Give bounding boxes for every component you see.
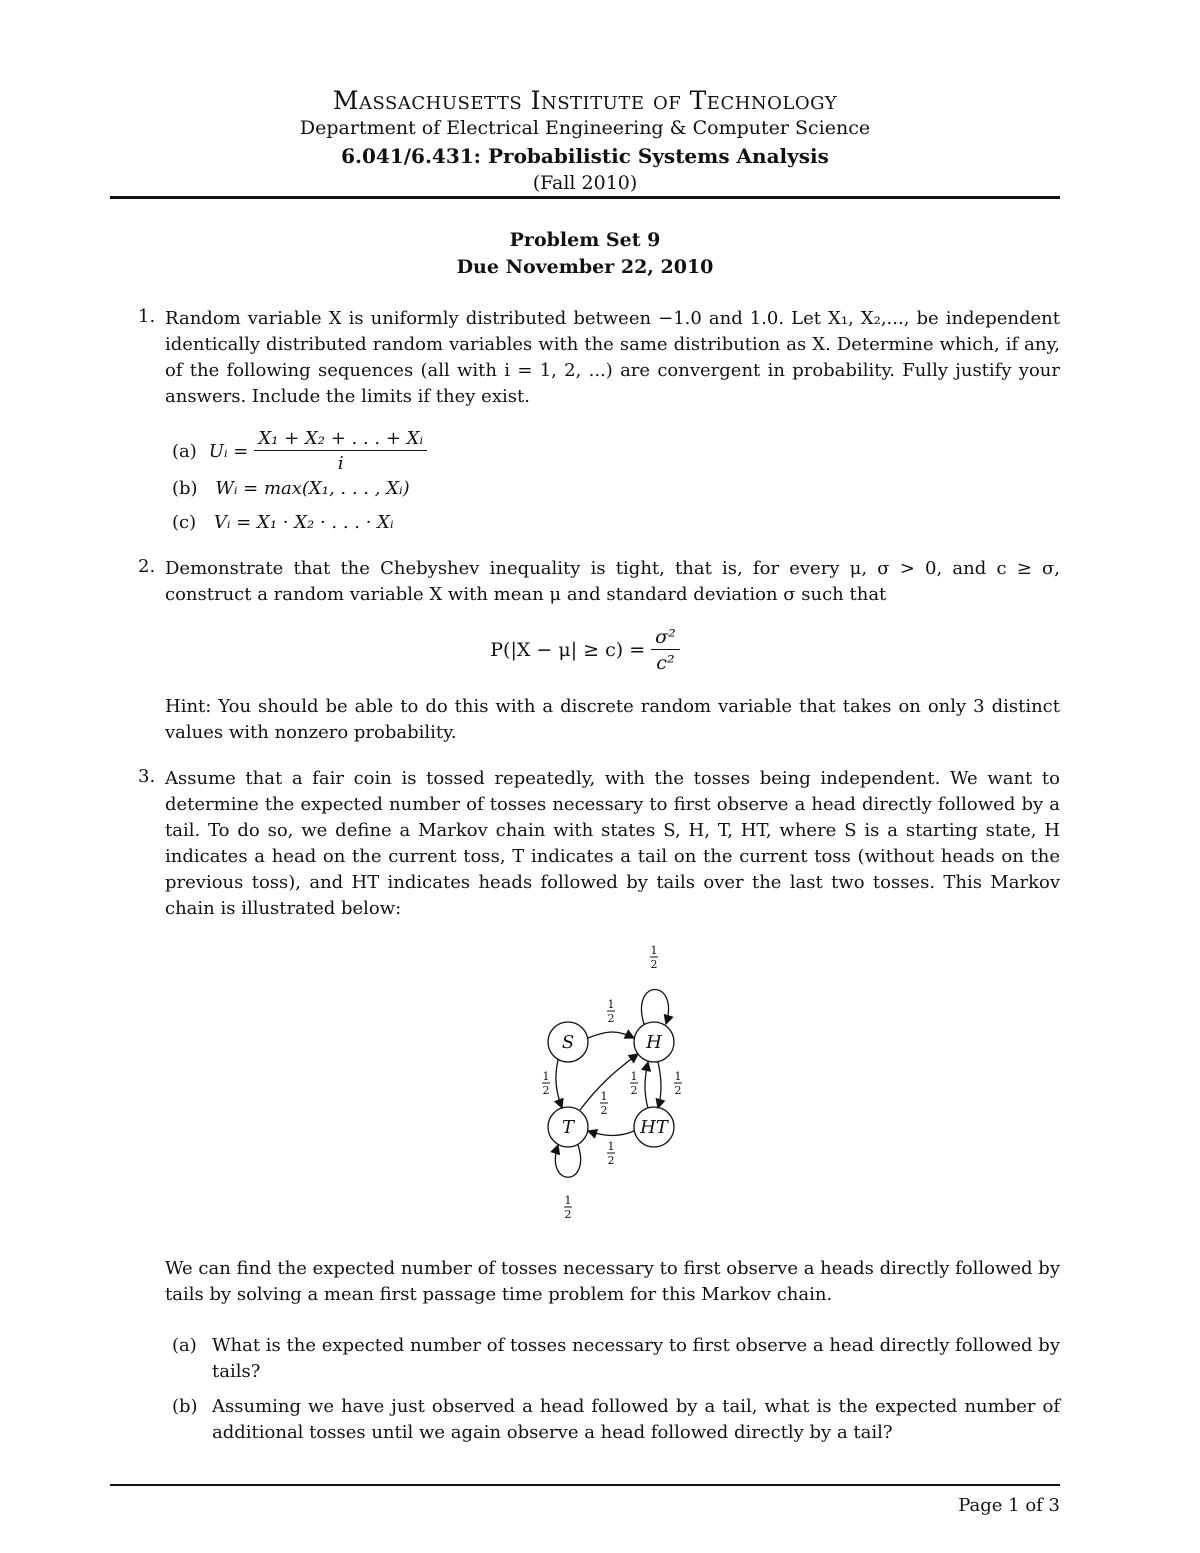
part-label: (a) [172, 440, 197, 462]
part-text: What is the expected number of tosses necessary to first observe a head directly followed by tails? [212, 1335, 1060, 1382]
problem-2-hint: Hint: You should be able to do this with a discrete random variable that takes on only 3 distinct values with nonzero probability. [165, 696, 1060, 743]
svg-text:2: 2 [607, 1154, 615, 1167]
part-label: (b) [172, 1396, 198, 1417]
edge-s-t [556, 1060, 562, 1108]
svg-text:1: 1 [607, 998, 615, 1011]
problem-2-number: 2. [138, 556, 156, 577]
department-name: Department of Electrical Engineering & Computer Science [299, 117, 871, 139]
problem-1c [172, 512, 394, 533]
problem-2-text: Demonstrate that the Chebyshev inequality is tight, that is, for every μ, σ > 0, and c ≥ σ, construct a random variable X with mean μ and standard deviation σ such that [165, 558, 1060, 605]
fraction [651, 626, 680, 674]
prob-t-t [564, 1194, 572, 1221]
prob-ht-h [630, 1070, 638, 1097]
svg-text:2: 2 [542, 1084, 550, 1097]
problem-3a [172, 1333, 1060, 1385]
chebyshev-equation [110, 626, 1060, 674]
svg-text:1: 1 [607, 1140, 615, 1153]
svg-text:1: 1 [600, 1090, 608, 1103]
svg-text:1: 1 [674, 1070, 682, 1083]
svg-text:1: 1 [650, 944, 658, 957]
svg-text:1: 1 [564, 1194, 572, 1207]
due-date: Due November 22, 2010 [456, 256, 714, 278]
prob-s-t [542, 1070, 550, 1097]
footer-rule [110, 1484, 1060, 1486]
institute-name: Massachusetts Institute of Technology [332, 86, 838, 115]
edge-s-h [588, 1032, 634, 1038]
svg-text:2: 2 [607, 1012, 615, 1025]
edge-ht-t [588, 1131, 634, 1136]
state-s-label: S [561, 1032, 575, 1053]
part-text: Assuming we have just observed a head followed by a tail, what is the expected number of additional tosses until we again observe a head followed directly by a tail? [212, 1396, 1060, 1443]
part-label: (c) [172, 512, 197, 533]
state-ht-label: HT [640, 1117, 668, 1138]
svg-text:1: 1 [542, 1070, 550, 1083]
prob-s-h [607, 998, 615, 1025]
header-rule [110, 196, 1060, 199]
svg-text:2: 2 [674, 1084, 682, 1097]
problem-set-title: Problem Set 9 [509, 229, 661, 251]
state-t-label: T [561, 1117, 575, 1138]
page-number: Page 1 of 3 [958, 1495, 1060, 1516]
edge-ht-h [645, 1062, 648, 1108]
svg-text:1: 1 [630, 1070, 638, 1083]
problem-1-text: Random variable X is uniformly distributed between −1.0 and 1.0. Let X₁, X₂,..., be independent identically distributed random variables with the same distribution as X. Determine which, if any, of the following sequences (all with i = 1, 2, ...) are convergent in probability. Fully justify your answers. Include the limits if they exist. [165, 308, 1060, 407]
edge-t-h [580, 1054, 638, 1110]
prob-h-ht [674, 1070, 682, 1097]
fraction [254, 428, 427, 474]
part-label: (a) [172, 1335, 197, 1356]
problem-3-number: 3. [138, 766, 156, 787]
term: (Fall 2010) [532, 172, 638, 194]
numerator: σ² [651, 626, 680, 650]
problem-1a [172, 428, 427, 474]
problem-3-after-text: We can find the expected number of tosses necessary to first observe a heads directly followed by tails by solving a mean first passage time problem for this Markov chain. [165, 1258, 1060, 1305]
svg-text:2: 2 [564, 1208, 572, 1221]
prob-ht-t [607, 1140, 615, 1167]
course-title: 6.041/6.431: Probabilistic Systems Analysis [341, 144, 829, 168]
problem-3-text: Assume that a fair coin is tossed repeatedly, with the tosses being independent. We want to determine the expected number of tosses necessary to first observe a head directly followed by a tail. To do so, we define a Markov chain with states S, H, T, HT, where S is a starting state, H indicates a head on the current toss, T indicates a tail on the current toss (without heads on the previous toss), and HT indicates heads followed by tails over the last two tosses. This Markov chain is illustrated below: [165, 768, 1060, 919]
equation-lhs: P(|X − μ| ≥ c) = [490, 639, 646, 661]
edge-t-t [555, 1145, 580, 1177]
problem-1-number: 1. [138, 306, 156, 327]
part-expr: Vᵢ = X₁ · X₂ · . . . · Xᵢ [213, 512, 394, 533]
markov-chain-diagram [520, 938, 700, 1228]
svg-text:2: 2 [630, 1084, 638, 1097]
svg-text:2: 2 [650, 958, 658, 971]
prob-t-h [600, 1090, 608, 1117]
numerator: X₁ + X₂ + . . . + Xᵢ [254, 428, 427, 451]
part-expr: Wᵢ = max(X₁, . . . , Xᵢ) [215, 478, 410, 499]
problem-1b [172, 478, 410, 499]
edge-h-ht [658, 1062, 661, 1108]
part-label: (b) [172, 478, 198, 499]
denominator: i [337, 453, 344, 474]
svg-text:2: 2 [600, 1104, 608, 1117]
problem-3b [172, 1394, 1060, 1446]
prob-h-h [650, 944, 658, 971]
part-lhs: Uᵢ = [208, 440, 249, 462]
state-h-label: H [646, 1032, 662, 1053]
denominator: c² [656, 652, 675, 674]
edge-h-h [642, 990, 669, 1025]
